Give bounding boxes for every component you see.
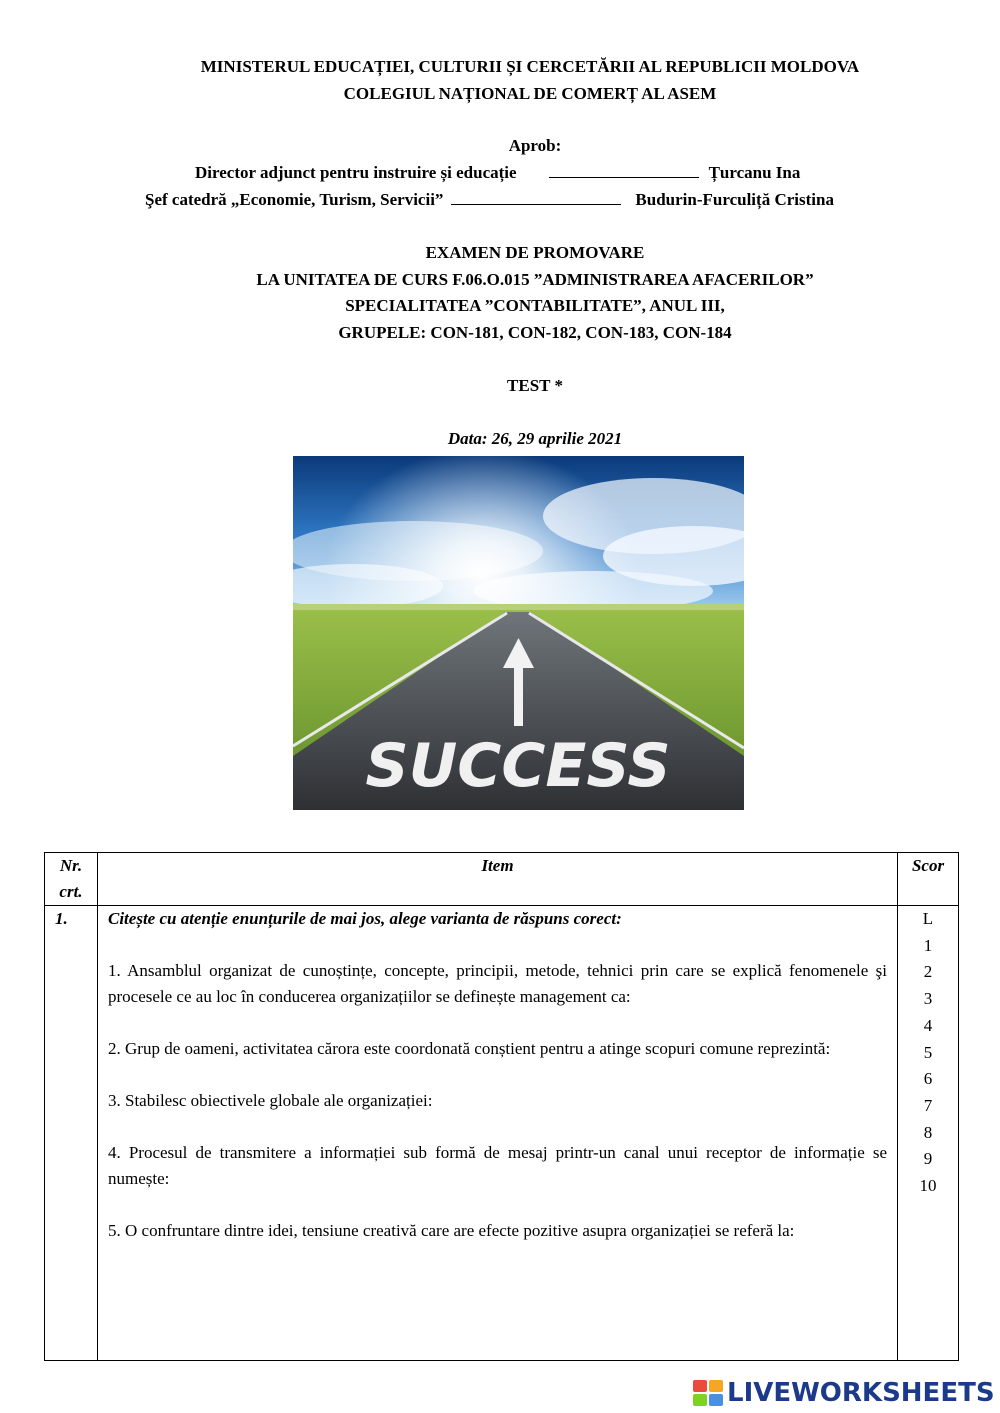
score-value: 5 — [923, 1042, 933, 1062]
liveworksheets-logo — [693, 1378, 995, 1408]
approval-line-director — [195, 159, 800, 186]
success-road-image — [293, 456, 744, 810]
items-table — [44, 852, 959, 1361]
specialty-title: SPECIALITATEA ”CONTABILITATE”, ANUL III, — [345, 296, 725, 315]
table-header-row — [45, 853, 959, 906]
question-1: 1. Ansamblul organizat de cunoștințe, concepte, principii, metode, tehnici prin care se explică fenomenele şi procesele ce au loc în conducerea organizațiilor se definește management ca: — [108, 961, 887, 1006]
question-3: 3. Stabilesc obiectivele globale ale organizației: — [108, 1091, 433, 1110]
score-value: 8 — [923, 1122, 933, 1142]
groups-title: GRUPELE: CON-181, CON-182, CON-183, CON-184 — [338, 323, 732, 342]
score-value: 9 — [923, 1149, 933, 1169]
exam-title: EXAMEN DE PROMOVARE — [425, 243, 645, 262]
question-5: 5. O confruntare dintre idei, tensiune creativă care are efecte pozitive asupra organizației se referă la: — [108, 1221, 795, 1240]
success-road-text: SUCCESS — [365, 731, 671, 801]
instruction-text: Citește cu atenție enunțurile de mai jos, alege varianta de răspuns corect: — [108, 909, 622, 928]
header-score: Scor — [898, 853, 959, 906]
header-item: Item — [98, 853, 898, 906]
score-value: 1 — [923, 935, 933, 955]
score-value: 4 — [923, 1015, 933, 1035]
question-2: 2. Grup de oameni, activitatea cărora este coordonată conștient pentru a atinge scopuri comune reprezintă: — [108, 1039, 831, 1058]
liveworksheets-logo-icon — [693, 1380, 723, 1406]
director-role: Director adjunct pentru instruire și educație — [195, 163, 517, 182]
director-name: Țurcanu Ina — [708, 163, 801, 182]
row-number: 1. — [45, 906, 98, 1361]
chair-name: Budurin-Furculiță Cristina — [635, 190, 834, 209]
score-value: 3 — [923, 989, 933, 1009]
score-cell — [898, 906, 959, 1361]
exam-date: Data: 26, 29 aprilie 2021 — [447, 429, 623, 448]
signature-line — [549, 163, 699, 178]
score-value: 2 — [923, 962, 933, 982]
signature-line — [451, 190, 621, 205]
ministry-title: MINISTERUL EDUCAȚIEI, CULTURII ȘI CERCETĂRII AL REPUBLICII MOLDOVA — [200, 57, 860, 76]
score-label: L — [922, 909, 934, 928]
question-4: 4. Procesul de transmitere a informației sub formă de mesaj printr-un canal unui receptor de informație se numește: — [108, 1143, 887, 1188]
header-nr-crt: Nr. crt. — [45, 853, 98, 906]
approval-title: Aprob: — [508, 136, 562, 155]
chair-role: Şef catedră „Economie, Turism, Servicii” — [145, 190, 444, 209]
score-value: 6 — [923, 1069, 933, 1089]
questions-cell — [98, 906, 898, 1361]
score-value: 10 — [919, 1176, 937, 1196]
score-value: 7 — [923, 1095, 933, 1115]
college-title: COLEGIUL NAȚIONAL DE COMERȚ AL ASEM — [343, 84, 717, 103]
table-row — [45, 906, 959, 1361]
liveworksheets-brand: LIVEWORKSHEETS — [727, 1378, 995, 1408]
approval-line-chair — [145, 186, 834, 213]
course-title: LA UNITATEA DE CURS F.06.O.015 ”ADMINISTRAREA AFACERILOR” — [256, 270, 814, 289]
test-title: TEST * — [507, 376, 563, 395]
